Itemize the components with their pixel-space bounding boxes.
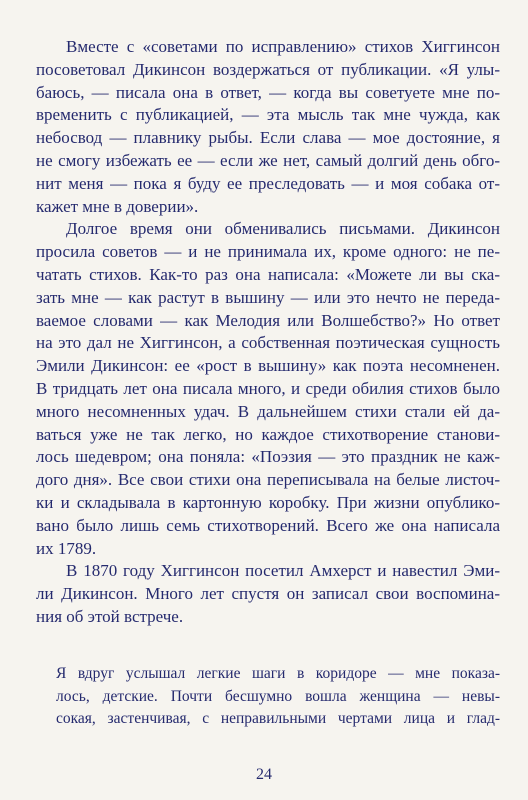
text-line: посоветовал Дикинсон воздержаться от публикации. «Я улы- [36, 59, 500, 79]
paragraph [36, 218, 500, 560]
paragraph [36, 36, 500, 218]
quote-line: лось, детские. Почти бесшумно вошла женщина — невы- [56, 687, 500, 705]
text-line: лось шедевром; она поняла: «Поэзия — это праздник не каж- [36, 447, 500, 467]
text-line: дого дня». Все свои стихи она переписывала на белые листоч- [36, 470, 500, 490]
text-line: Долгое время они обменивались письмами. Дикинсон [66, 219, 500, 239]
text-line: ки и складывала в картонную коробку. При жизни опублико- [36, 492, 500, 512]
text-line: ваемое словами — как Мелодия или Волшебство?» Но ответ [36, 310, 500, 330]
text-line: вано было лишь семь стихотворений. Всего же она написала [36, 515, 500, 535]
text-line: ли Дикинсон. Много лет спустя он записал свои воспомина- [36, 584, 500, 604]
text-line: временить с публикацией, — эта мысль так мне чужда, как [36, 105, 500, 125]
text-line: не смогу избежать ее — если же нет, самый долгий день обго- [36, 150, 500, 170]
text-line: небосвод — плавнику рыбы. Если слава — мое достояние, я [36, 128, 500, 148]
text-line: кажет мне в доверии». [36, 196, 199, 216]
text-line: много несомненных удач. В дальнейшем стихи стали ей да- [36, 401, 500, 421]
quote-line: сокая, застенчивая, с неправильными чертами лица и глад- [56, 710, 500, 728]
quote-line: Я вдруг услышал легкие шаги в коридоре — мне показа- [56, 665, 500, 682]
text-line: баюсь, — писала она в ответ, — когда вы советуете мне по- [36, 82, 500, 102]
paragraph [36, 560, 500, 628]
text-line: просила советов — и не принимала их, кроме одного: не пе- [36, 242, 500, 262]
block-quote [56, 663, 500, 731]
text-line: зать мне — как растут в вышину — или это нечто не передa- [36, 287, 500, 307]
text-line: на это дал не Хиггинсон, а собственная поэтическая сущность [36, 333, 500, 353]
text-line: Эмили Дикинсон: ее «рост в вышину» как поэта несомненен. [36, 356, 500, 376]
main-text [36, 36, 500, 629]
text-line: нит меня — пока я буду ее преследовать — и моя собака от- [36, 173, 500, 193]
page-number: 24 [256, 766, 272, 783]
text-line: чатать стихов. Как-то раз она написала: «Можете ли вы ска- [36, 264, 500, 284]
text-line: В 1870 году Хиггинсон посетил Амхерст и навестил Эми- [66, 561, 500, 581]
text-line: их 1789. [36, 538, 97, 558]
text-line: Вместе с «советами по исправлению» стихов Хиггинсон [66, 37, 500, 56]
text-line: ваться уже не так легко, но каждое стихотворение станови- [36, 424, 500, 444]
text-line: В тридцать лет она писала много, и среди обилия стихов было [36, 378, 500, 398]
text-line: ния об этой встрече. [36, 606, 184, 626]
